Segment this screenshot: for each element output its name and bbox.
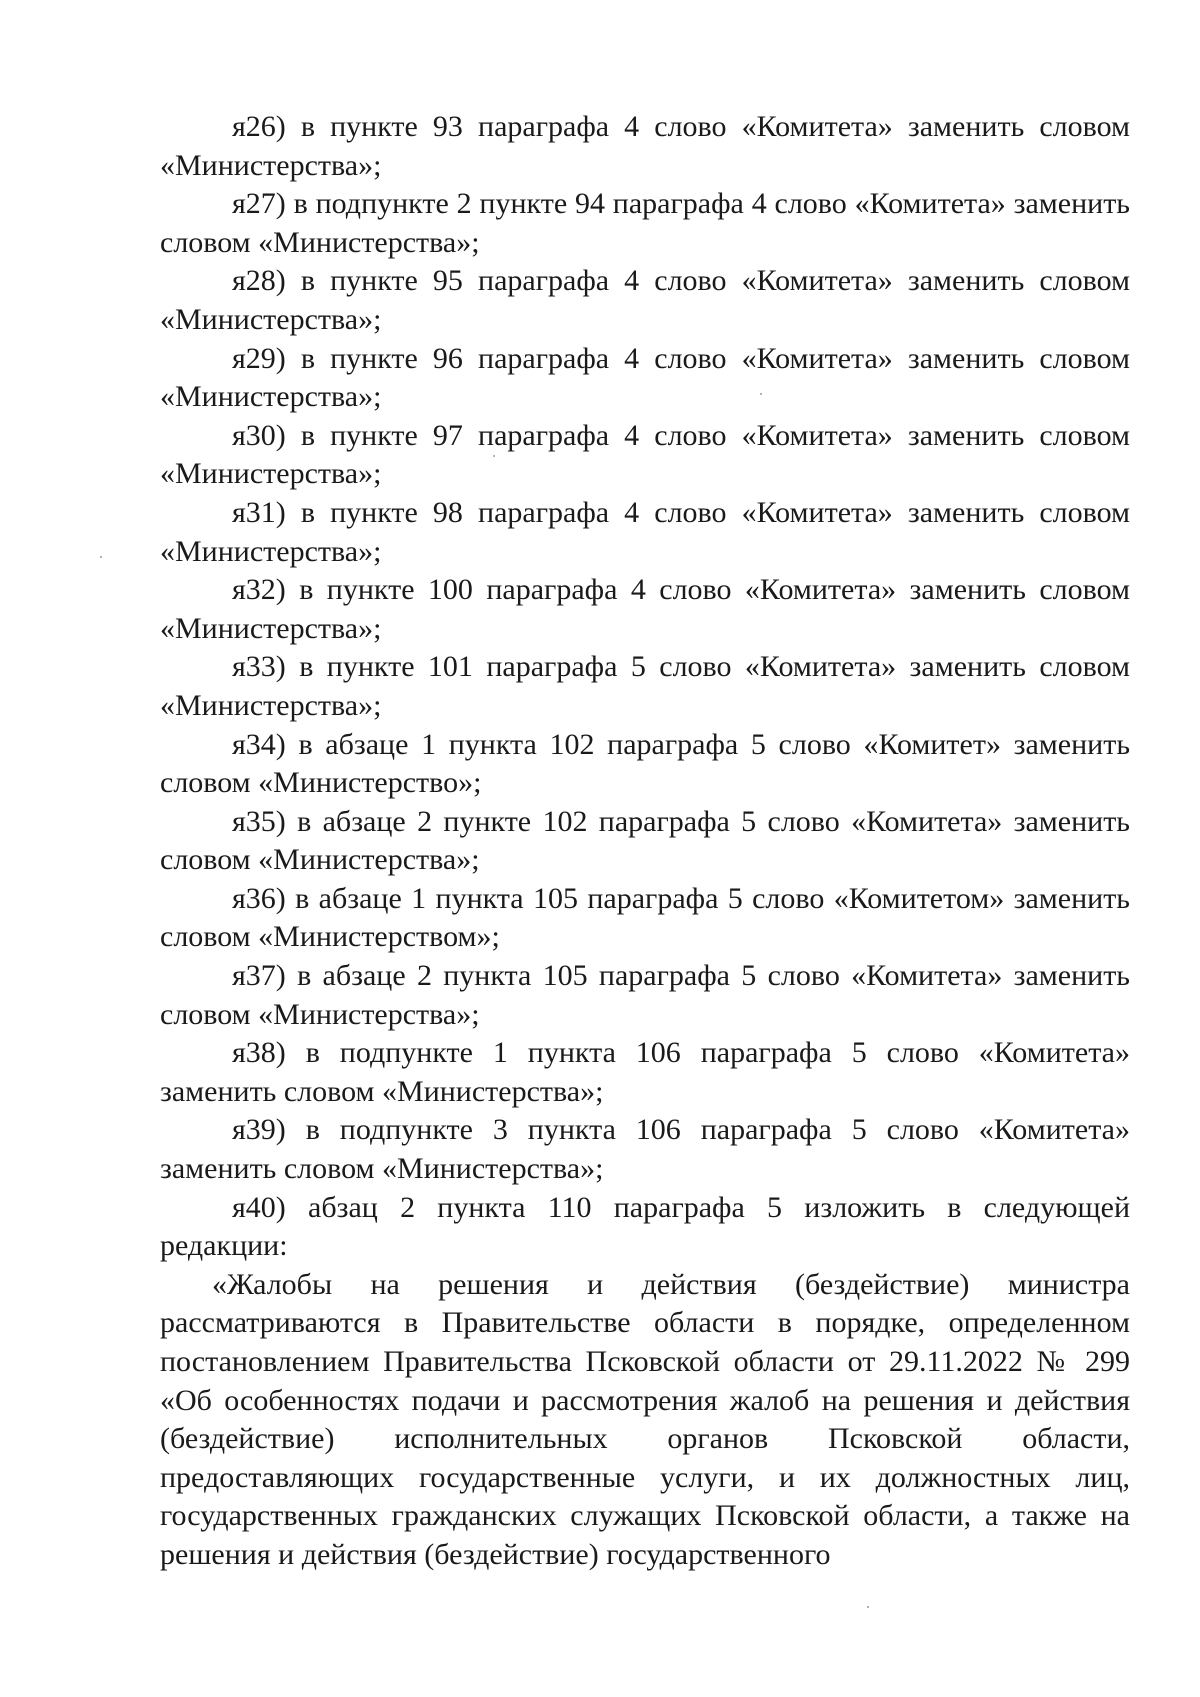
- amendment-item-35: я35) в абзаце 2 пункте 102 параграфа 5 слово «Комитета» заменить словом «Министерства»;: [160, 804, 1130, 877]
- amendment-item-39: я39) в подпункте 3 пункта 106 параграфа 5 слово «Комитета» заменить словом «Министерства»;: [160, 1113, 1130, 1186]
- quoted-new-text: «Жалобы на решения и действия (бездействие) министра рассматриваются в Правительстве области в порядке, определенном постановлением Правительства Псковской области от 29.11.2022 № 299 «Об особенностях подачи и рассмотрения жалоб на решения и действия (бездействие) исполнительных органов Псковской области, предоставляющих государственные услуги, и их должностных лиц, государственных гражданских служащих Псковской области, а также на решения и действия (бездействие) государственного: [160, 1267, 1130, 1571]
- amendment-item-31: я31) в пункте 98 параграфа 4 слово «Комитета» заменить словом «Министерства»;: [160, 495, 1130, 568]
- scan-speck: [867, 1606, 869, 1608]
- amendment-item-32: я32) в пункте 100 параграфа 4 слово «Комитета» заменить словом «Министерства»;: [160, 573, 1130, 645]
- amendment-item-36: я36) в абзаце 1 пункта 105 параграфа 5 слово «Комитетом» заменить словом «Министерством»;: [160, 881, 1130, 954]
- document-page: [160, 108, 1130, 1575]
- amendment-item-38: я38) в подпункте 1 пункта 106 параграфа 5 слово «Комитета» заменить словом «Министерства»;: [160, 1036, 1130, 1108]
- amendment-item-40: я40) абзац 2 пункта 110 параграфа 5 изложить в следующей редакции:: [160, 1190, 1130, 1263]
- amendment-item-26: я26) в пункте 93 параграфа 4 слово «Комитета» заменить словом «Министерства»;: [160, 110, 1130, 182]
- scan-speck: [493, 455, 495, 457]
- amendment-item-30: я30) в пункте 97 параграфа 4 слово «Комитета» заменить словом «Министерства»;: [160, 418, 1130, 491]
- scan-speck: [100, 556, 102, 558]
- scan-speck: [760, 393, 762, 395]
- amendment-item-27: я27) в подпункте 2 пункте 94 параграфа 4 слово «Комитета» заменить словом «Министерства»;: [160, 187, 1130, 259]
- amendment-item-29: я29) в пункте 96 параграфа 4 слово «Комитета» заменить словом «Министерства»;: [160, 341, 1130, 414]
- amendment-item-28: я28) в пункте 95 параграфа 4 слово «Комитета» заменить словом «Министерства»;: [160, 264, 1130, 336]
- amendment-item-34: я34) в абзаце 1 пункта 102 параграфа 5 слово «Комитет» заменить словом «Министерство»;: [160, 727, 1130, 800]
- amendment-item-33: я33) в пункте 101 параграфа 5 слово «Комитета» заменить словом «Министерства»;: [160, 650, 1130, 722]
- amendment-item-37: я37) в абзаце 2 пункта 105 параграфа 5 слово «Комитета» заменить словом «Министерства»;: [160, 959, 1130, 1031]
